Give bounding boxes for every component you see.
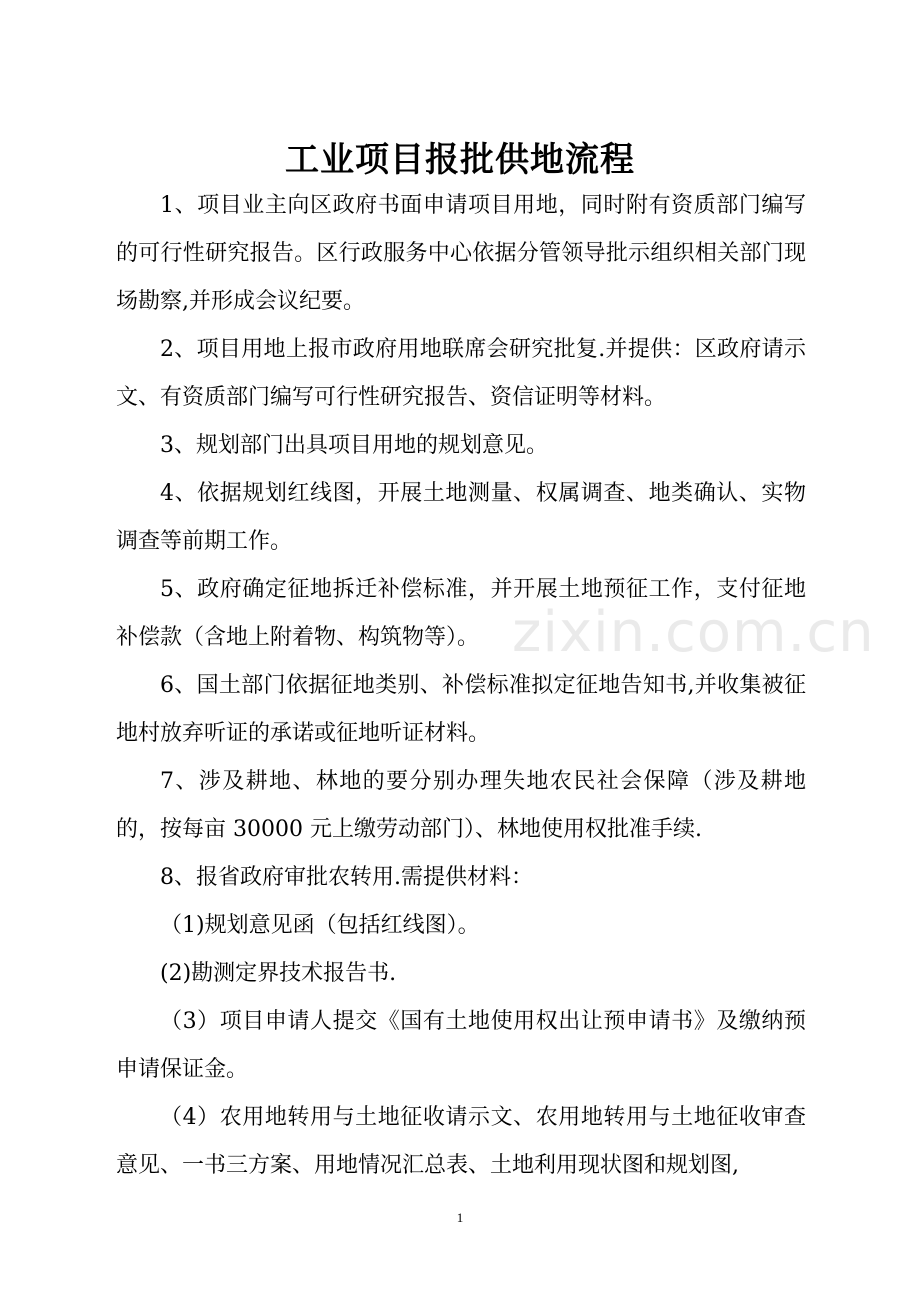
paragraph-7: 7、涉及耕地、林地的要分别办理失地农民社会保障（涉及耕地的，按每亩 30000 元上缴劳动部门）、林地使用权批准手续.: [116, 769, 806, 842]
paragraph-8: 8、报省政府审批农转用.需提供材料：: [160, 865, 533, 890]
sub-item-3: （3）项目申请人提交《国有土地使用权出让预申请书》及缴纳预申请保证金。: [116, 1009, 806, 1082]
document-title: 工业项目报批供地流程: [285, 140, 635, 180]
paragraph-1: 1、项目业主向区政府书面申请项目用地，同时附有资质部门编写的可行性研究报告。区行政服务中心依据分管领导批示组织相关部门现场勘察,并形成会议纪要。: [116, 193, 806, 314]
paragraph-4: 4、依据规划红线图，开展土地测量、权属调查、地类确认、实物调查等前期工作。: [116, 481, 806, 554]
sub-item-2: (2)勘测定界技术报告书.: [160, 961, 397, 986]
page-number: 1: [456, 1210, 464, 1225]
paragraph-3: 3、规划部门出具项目用地的规划意见。: [160, 433, 548, 458]
document-body: [116, 182, 806, 1190]
paragraph-6: 6、国土部门依据征地类别、补偿标准拟定征地告知书,并收集被征地村放弃听证的承诺或征地听证材料。: [116, 673, 806, 746]
sub-item-1: （1)规划意见函（包括红线图）。: [160, 913, 480, 938]
paragraph-2: 2、项目用地上报市政府用地联席会研究批复.并提供：区政府请示文、有资质部门编写可行性研究报告、资信证明等材料。: [116, 337, 806, 410]
watermark: zixin.com.cn: [512, 600, 875, 665]
paragraph-5: 5、政府确定征地拆迁补偿标准，并开展土地预征工作，支付征地补偿款（含地上附着物、构筑物等）。: [116, 577, 806, 650]
sub-item-4: （4）农用地转用与土地征收请示文、农用地转用与土地征收审查意见、一书三方案、用地情况汇总表、土地利用现状图和规划图,: [116, 1105, 806, 1178]
